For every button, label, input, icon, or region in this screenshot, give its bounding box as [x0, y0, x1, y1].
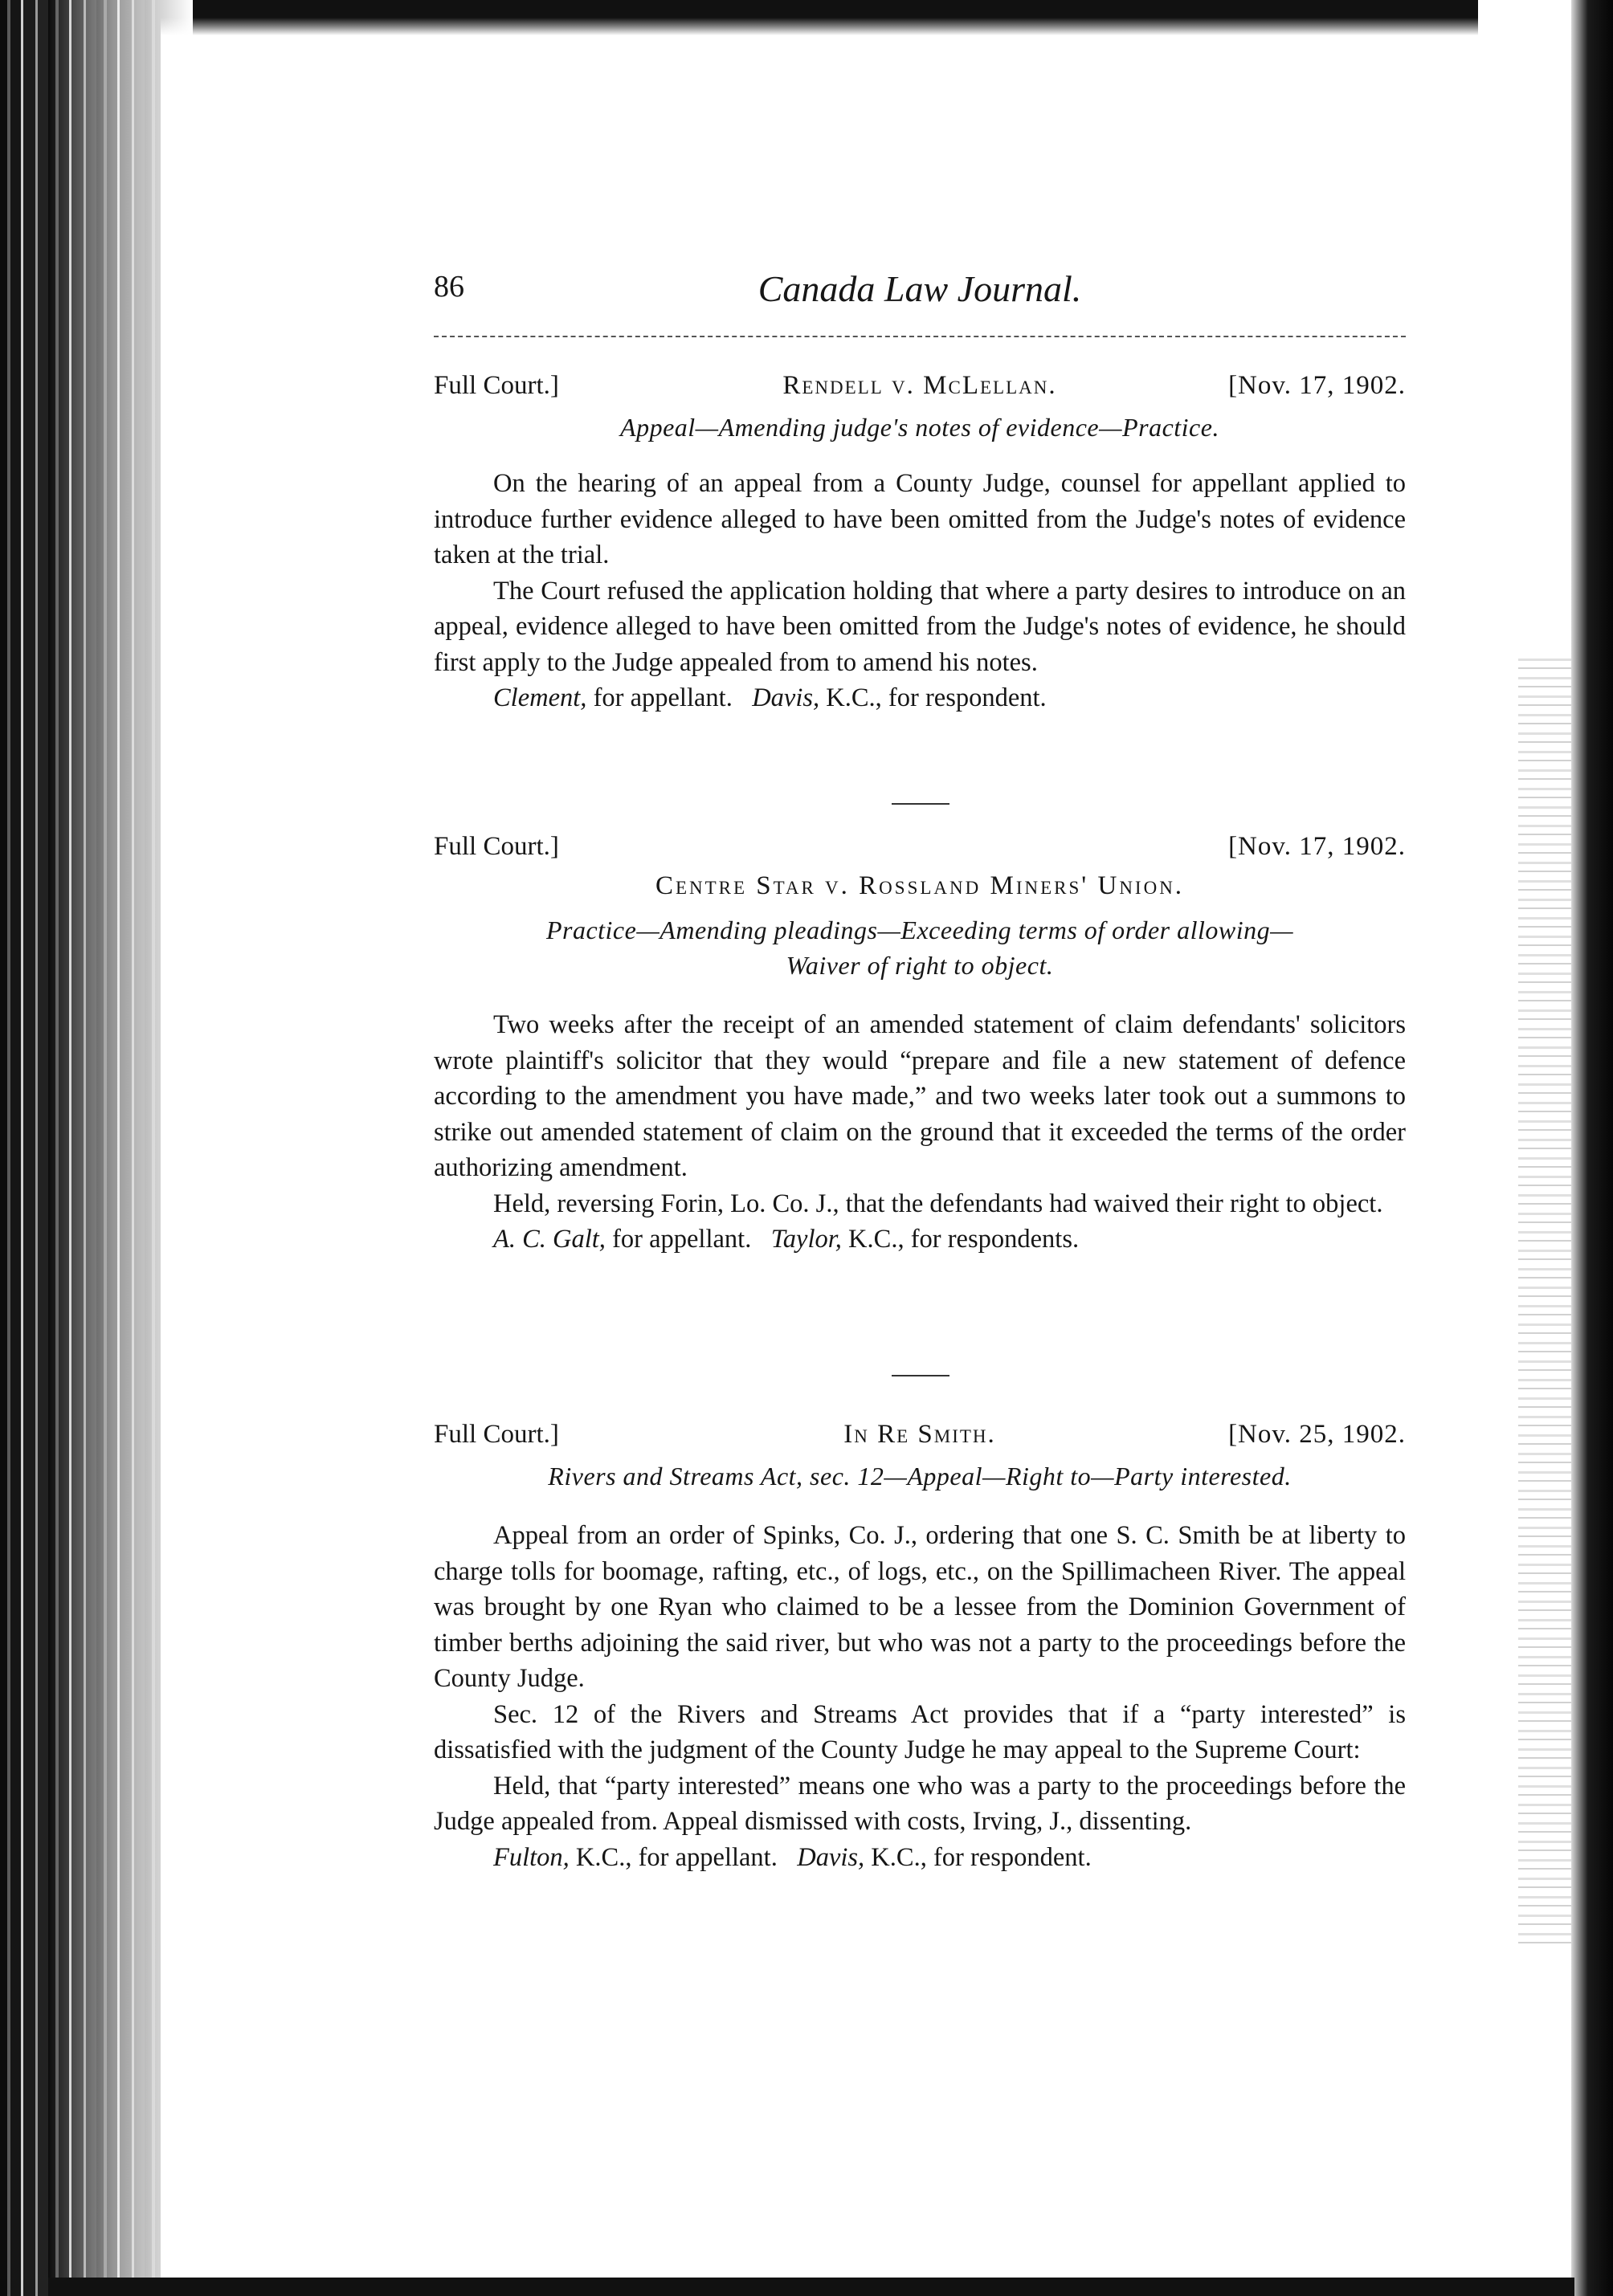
case-parties: Rendell v. McLellan. [782, 371, 1057, 400]
counsel-line [434, 1840, 1406, 1876]
paragraph: Sec. 12 of the Rivers and Streams Act provides that if a “party interested” is dissatisfied with the judgment of the County Judge he may appeal to the Supreme Court: [434, 1699, 1406, 1764]
case-separator [892, 1375, 949, 1376]
paragraph: Held, reversing Forin, Lo. Co. J., that the defendants had waived their right to object. [493, 1189, 1383, 1218]
case-body [434, 466, 1406, 680]
court-label: Full Court.] [434, 832, 559, 861]
case-date: [Nov. 17, 1902. [1228, 832, 1406, 861]
paragraph: Two weeks after the receipt of an amended statement of claim defendants' solicitors wrote plaintiff's solicitor that they would “prepare and file a new statement of defence according to the amendment you have made,” and two weeks later took out a summons to strike out amended statement of claim on the ground that it exceeded the terms of the order authorizing amendment. [434, 1010, 1406, 1182]
running-head [434, 269, 1406, 317]
headnote-line: Practice—Amending pleadings—Exceeding terms of order allowing— [545, 916, 1294, 944]
case-body [434, 1518, 1406, 1840]
counsel-name: Fulton, [493, 1842, 570, 1872]
page-number: 86 [434, 270, 464, 304]
case-separator [892, 803, 949, 805]
scan-speckle [1518, 659, 1574, 1943]
counsel-name: Davis, [752, 683, 820, 712]
counsel-name: Clement, [493, 683, 587, 712]
case-date: [Nov. 17, 1902. [1228, 371, 1406, 400]
court-label: Full Court.] [434, 1420, 559, 1449]
paragraph: The Court refused the application holding that where a party desires to introduce on an appeal, evidence alleged to have been omitted from the Judge's notes of evidence, he should first apply to the Judge appealed from to amend his notes. [434, 576, 1406, 677]
court-label: Full Court.] [434, 371, 559, 400]
paragraph: Held, that “party interested” means one who was a party to the proceedings before the Judge appealed from. Appeal dismissed with costs, Irving, J., dissenting. [434, 1771, 1406, 1836]
counsel-name: Taylor, [770, 1225, 842, 1254]
paragraph: On the hearing of an appeal from a County Judge, counsel for appellant applied to introduce further evidence alleged to have been omitted from the Judge's notes of evidence taken at the trial. [434, 469, 1406, 569]
counsel-line [434, 1221, 1406, 1258]
counsel-role: K.C., for respondent. [826, 683, 1047, 712]
counsel-role: K.C., for respondents. [848, 1225, 1080, 1254]
headnote-line: Waiver of right to object. [786, 951, 1054, 980]
case-headnote: Rivers and Streams Act, sec. 12—Appeal—Right to—Party interested. [548, 1462, 1292, 1491]
case-parties: In Re Smith. [843, 1420, 996, 1449]
page [434, 0, 1406, 2296]
case-meta [434, 832, 1406, 867]
journal-title: Canada Law Journal. [757, 268, 1082, 309]
case-meta [434, 1420, 1406, 1458]
case-parties: Centre Star v. Rossland Miners' Union. [655, 871, 1185, 900]
paragraph: Appeal from an order of Spinks, Co. J., ordering that one S. C. Smith be at liberty to charge tolls for boomage, rafting, etc., of logs, etc., on the Spillimacheen River. The appeal was brought by one Ryan who claimed to be a lessee from the Dominion Government of timber berths adjoining the said river, but who was not a party to the proceedings before the County Judge. [434, 1521, 1406, 1693]
scan-binding-shadow [48, 0, 193, 2296]
counsel-line [434, 680, 1406, 716]
counsel-role: for appellant. [593, 683, 733, 712]
case-headnote [434, 912, 1406, 983]
case-meta [434, 371, 1406, 410]
scan-edge-right [1571, 0, 1613, 2296]
case-date: [Nov. 25, 1902. [1228, 1420, 1406, 1449]
counsel-role: K.C., for respondent. [871, 1842, 1092, 1872]
counsel-name: Davis, [797, 1842, 865, 1872]
counsel-role: for appellant. [612, 1225, 752, 1254]
case-headnote: Appeal—Amending judge's notes of evidence—Practice. [620, 413, 1219, 442]
case-re-smith [434, 1420, 1406, 1875]
case-body [434, 1007, 1406, 1221]
counsel-role: K.C., for appellant. [575, 1842, 778, 1872]
header-rule [434, 336, 1406, 337]
case-centre-star [434, 832, 1406, 1258]
counsel-name: A. C. Galt, [493, 1225, 606, 1254]
case-rendell [434, 371, 1406, 716]
